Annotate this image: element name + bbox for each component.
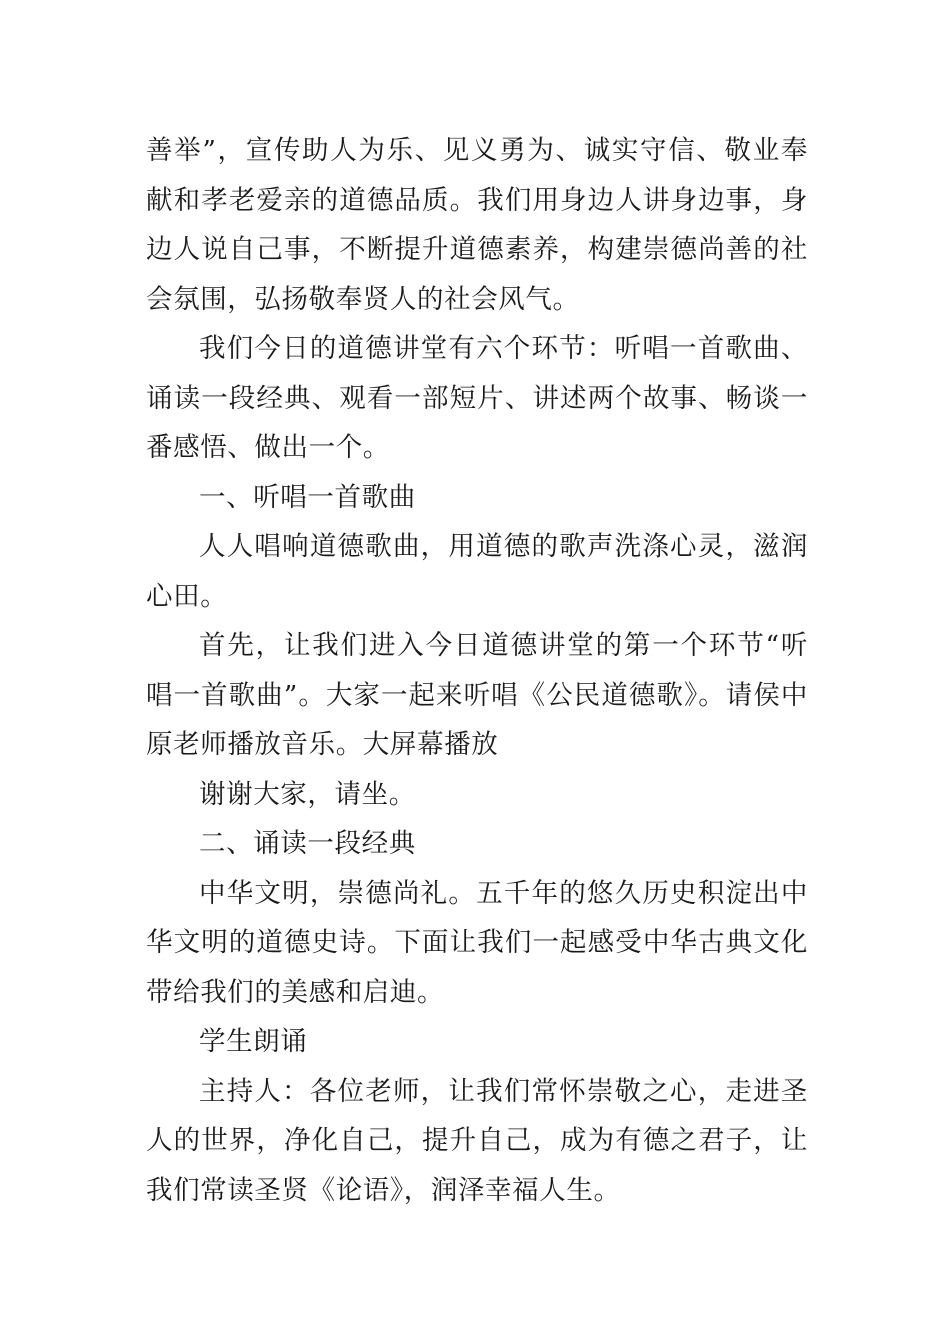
section-heading-2: 二、诵读一段经典 — [199, 828, 416, 859]
paragraph-8: 主持人：各位老师，让我们常怀崇敬之心，走进圣人的世界，净化自己，提升自己，成为有德之君子，让我们常读圣贤《论语》，润泽幸福人生。 — [146, 1075, 808, 1206]
paragraph-3: 人人唱响道德歌曲，用道德的歌声洗涤心灵，滋润心田。 — [146, 531, 808, 612]
paragraph-1: 善举”，宣传助人为乐、见义勇为、诚实守信、敬业奉献和孝老爱亲的道德品质。我们用身边人讲身边事，身边人说自己事，不断提升道德素养，构建崇德尚善的社会氛围，弘扬敬奉贤人的社会风气。 — [146, 135, 808, 315]
document-body — [146, 126, 808, 1215]
paragraph-5: 谢谢大家，请坐。 — [199, 778, 416, 810]
section-heading-1: 一、听唱一首歌曲 — [199, 481, 416, 513]
paragraph-6: 中华文明，崇德尚礼。五千年的悠久历史积淀出中华文明的道德史诗。下面让我们一起感受中华古典文化带给我们的美感和启迪。 — [146, 877, 808, 1008]
paragraph-4: 首先，让我们进入今日道德讲堂的第一个环节“听唱一首歌曲”。大家一起来听唱《公民道德歌》。请侯中原老师播放音乐。大屏幕播放 — [146, 630, 808, 760]
paragraph-2: 我们今日的道德讲堂有六个环节：听唱一首歌曲、诵读一段经典、观看一部短片、讲述两个故事、畅谈一番感悟、做出一个。 — [146, 333, 808, 463]
paragraph-7: 学生朗诵 — [199, 1026, 308, 1057]
